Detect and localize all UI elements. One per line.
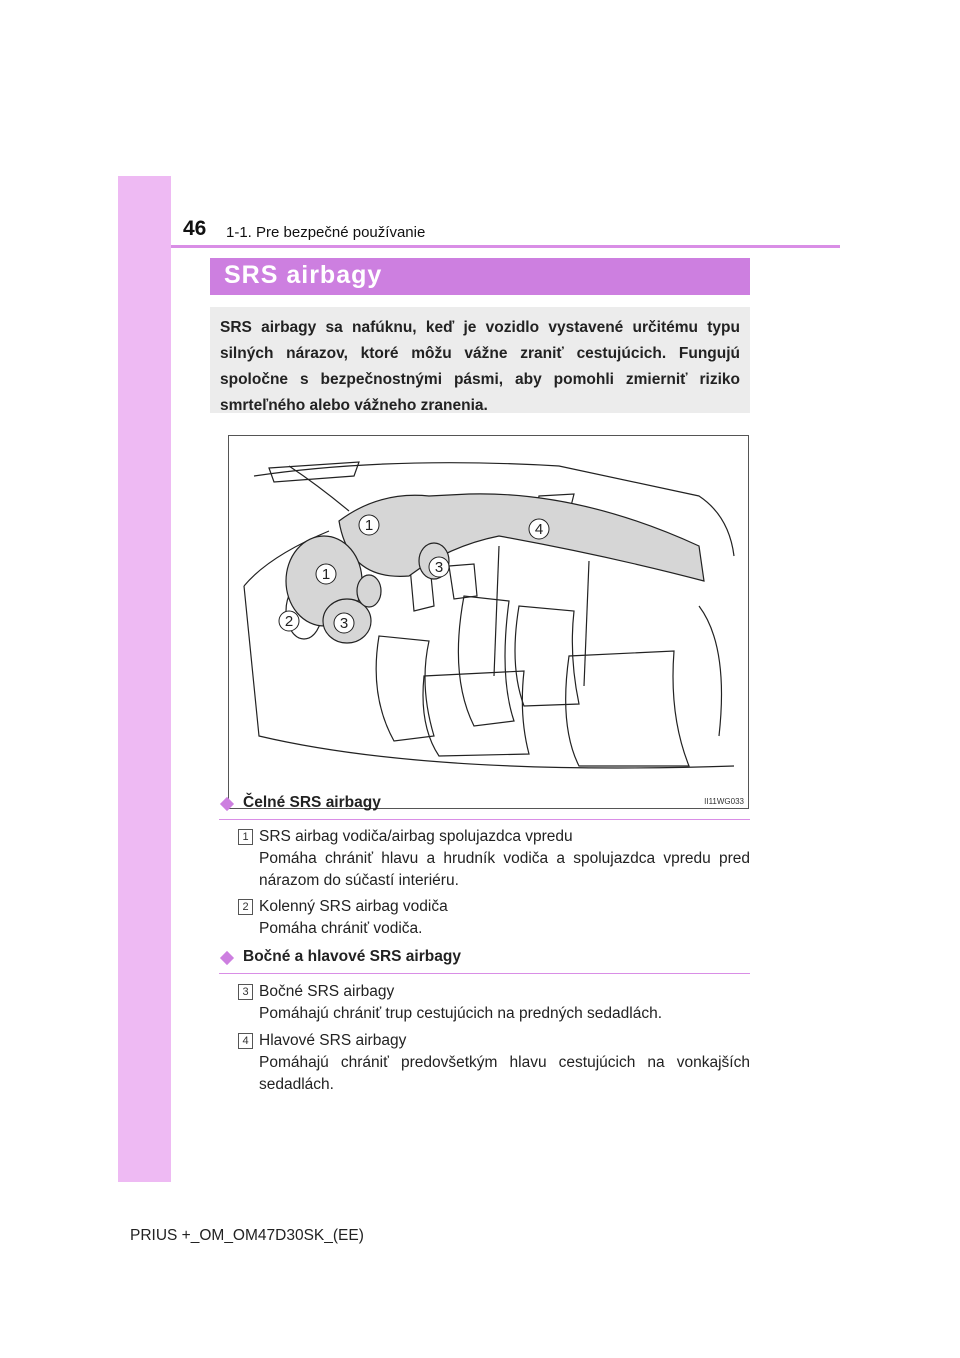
- list-item: [238, 826, 750, 892]
- page-title: SRS airbagy: [224, 261, 383, 289]
- intro-box: [210, 307, 750, 413]
- passenger-headrest: [449, 564, 477, 599]
- item-title: Kolenný SRS airbag vodiča: [259, 898, 448, 915]
- windshield-pillar: [289, 466, 349, 511]
- item-body: [259, 826, 750, 892]
- item-number: 3: [238, 984, 253, 1000]
- callout-label: 3: [339, 615, 349, 632]
- curtain-airbag: [339, 494, 704, 581]
- subheading-side-curtain-airbags: [219, 947, 750, 974]
- b-pillar: [494, 546, 499, 676]
- item-title: SRS airbag vodiča/airbag spolujazdca vpredu: [259, 828, 573, 845]
- page-number: 46: [183, 217, 207, 240]
- callout-label: 4: [534, 521, 544, 538]
- section-title: 1-1. Pre bezpečné používanie: [226, 224, 426, 241]
- side-airbag-driver: [357, 575, 381, 607]
- callout-label: 3: [434, 559, 444, 576]
- item-body: [259, 1030, 750, 1096]
- chapter-side-tab: [118, 176, 171, 1182]
- intro-text: SRS airbagy sa nafúknu, keď je vozidlo vystavené určitému typu silných nárazov, ktoré môžu vážne zraniť cestujúcich. Fungujú spoločne s bezpečnostnými pásmi, aby pomohli zmierniť riziko smrteľného alebo vážneho zranenia.: [220, 319, 740, 414]
- callout-label: 2: [284, 613, 294, 630]
- subheading-text: Čelné SRS airbagy: [243, 794, 381, 811]
- airbag-diagram: [229, 436, 748, 808]
- list-item: [238, 896, 750, 940]
- driver-seat: [376, 636, 434, 741]
- item-description: Pomáhajú chrániť predovšetkým hlavu cestujúcich na vonkajších sedadlách.: [259, 1054, 750, 1093]
- item-description: Pomáhajú chrániť trup cestujúcich na predných sedadlách.: [259, 1005, 663, 1022]
- list-item: [238, 981, 750, 1025]
- item-number: 4: [238, 1033, 253, 1049]
- item-number: 2: [238, 899, 253, 915]
- item-title: Bočné SRS airbagy: [259, 983, 395, 1000]
- item-description: Pomáha chrániť vodiča.: [259, 920, 423, 937]
- header-rule: [171, 245, 840, 248]
- diamond-icon: [220, 797, 234, 811]
- page-title-bar: [210, 258, 750, 295]
- item-body: [259, 981, 750, 1025]
- figure-code: II11WG033: [704, 797, 744, 806]
- rear-quarter: [699, 606, 722, 736]
- callout-label: 1: [321, 566, 331, 583]
- item-description: Pomáha chrániť hlavu a hrudník vodiča a spolujazdca vpredu pred nárazom do súčastí interiéru.: [259, 850, 750, 889]
- rear-seat-left: [423, 671, 529, 756]
- subheading-frontal-airbags: [219, 793, 750, 820]
- footer-doc-code: PRIUS +_OM_OM47D30SK_(EE): [130, 1227, 364, 1244]
- airbag-illustration: [228, 435, 749, 809]
- item-number: 1: [238, 829, 253, 845]
- c-pillar: [584, 561, 589, 686]
- list-item: [238, 1030, 750, 1096]
- callout-label: 1: [364, 517, 374, 534]
- diamond-icon: [220, 951, 234, 965]
- item-title: Hlavové SRS airbagy: [259, 1032, 407, 1049]
- subheading-text: Bočné a hlavové SRS airbagy: [243, 948, 461, 965]
- passenger-seat: [458, 596, 514, 726]
- item-body: [259, 896, 750, 940]
